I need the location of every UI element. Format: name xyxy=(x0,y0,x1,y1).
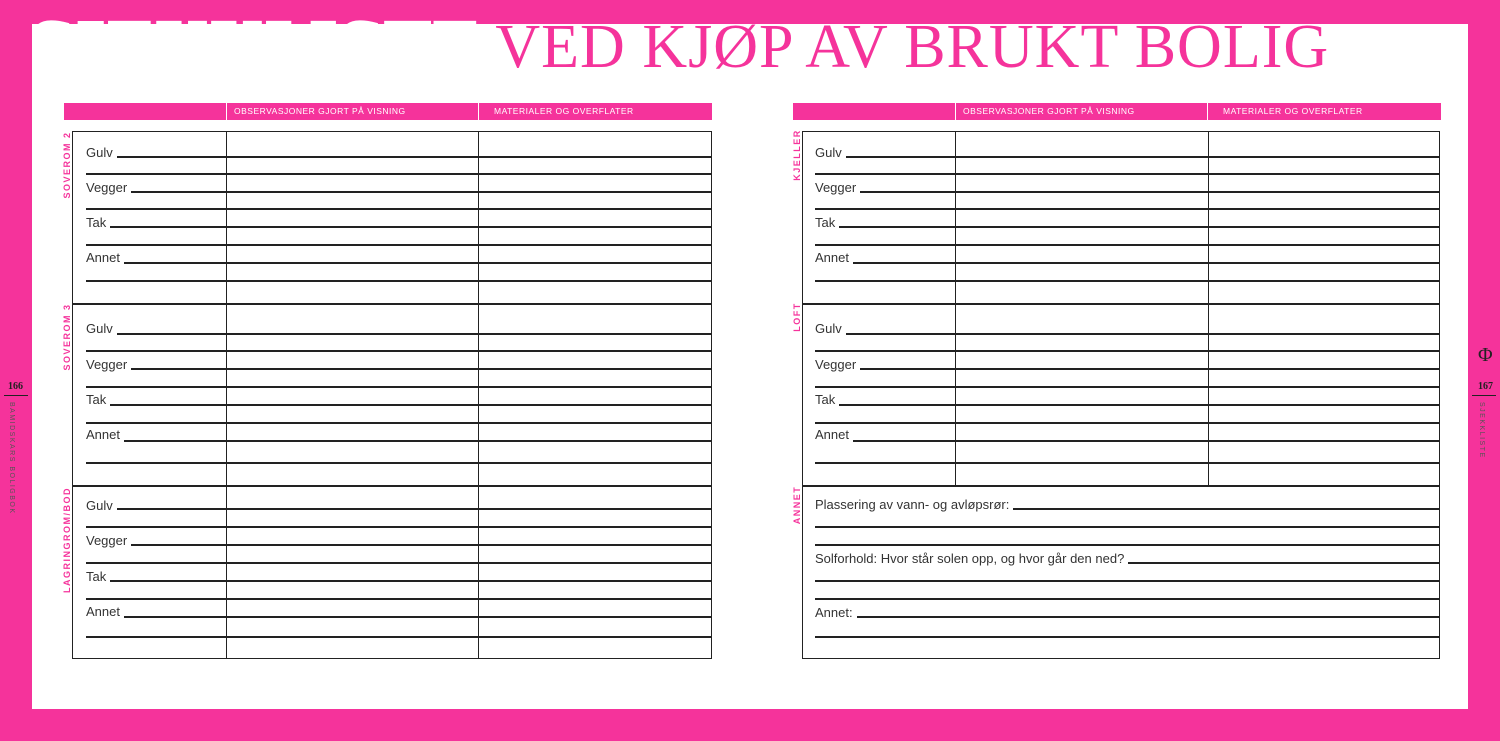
row-label: Vegger xyxy=(86,180,131,195)
writing-line xyxy=(86,208,712,210)
page-title xyxy=(30,9,1330,82)
writing-line xyxy=(86,580,712,582)
row-label: Annet xyxy=(86,427,124,442)
row-label: Vegger xyxy=(86,357,131,372)
left-header-observations: OBSERVASJONER GJORT PÅ VISNING xyxy=(234,106,406,116)
writing-line xyxy=(815,598,1440,600)
row-label: Gulv xyxy=(815,145,846,160)
writing-line xyxy=(86,440,712,442)
row-label-solforhold: Solforhold: Hvor står solen opp, og hvor går den ned? xyxy=(815,551,1128,566)
writing-line xyxy=(815,208,1440,210)
writing-line xyxy=(815,440,1440,442)
page-number-left: 166 xyxy=(8,381,23,392)
right-header-bar xyxy=(793,103,1441,120)
row-label: Tak xyxy=(86,569,110,584)
writing-line xyxy=(815,156,1440,158)
right-header-materials: MATERIALER OG OVERFLATER xyxy=(1223,106,1363,116)
section-label-loft: LOFT xyxy=(792,302,802,332)
writing-line xyxy=(86,244,712,246)
row-label: Vegger xyxy=(815,357,860,372)
row-label: Vegger xyxy=(815,180,860,195)
row-label: Gulv xyxy=(86,145,117,160)
row-label: Annet xyxy=(815,427,853,442)
left-header-materials: MATERIALER OG OVERFLATER xyxy=(494,106,634,116)
section-label-kjeller: KJELLER xyxy=(792,129,802,181)
row-label: Gulv xyxy=(86,498,117,513)
writing-line xyxy=(86,598,712,600)
row-label-annet: Annet: xyxy=(815,605,857,620)
row-label: Tak xyxy=(815,392,839,407)
writing-line xyxy=(815,191,1440,193)
section-label-soverom-2: SOVEROM 2 xyxy=(62,131,72,199)
writing-line xyxy=(815,404,1440,406)
writing-line xyxy=(815,262,1440,264)
title-bold: SJEKKLISTE xyxy=(30,9,480,82)
writing-line xyxy=(815,280,1440,282)
writing-line xyxy=(86,508,712,510)
row-label: Tak xyxy=(86,392,110,407)
row-label-plassering: Plassering av vann- og avløpsrør: xyxy=(815,497,1013,512)
section-label-lagringrom: LAGRINGROM/BOD xyxy=(62,487,72,593)
writing-line xyxy=(86,173,712,175)
writing-line xyxy=(86,350,712,352)
row-label: Annet xyxy=(86,250,124,265)
writing-line xyxy=(86,280,712,282)
section-label-soverom-3: SOVEROM 3 xyxy=(62,303,72,371)
row-label: Tak xyxy=(815,215,839,230)
writing-line xyxy=(86,636,712,638)
row-label: Annet xyxy=(86,604,124,619)
writing-line xyxy=(815,350,1440,352)
row-label: Annet xyxy=(815,250,853,265)
right-header-observations: OBSERVASJONER GJORT PÅ VISNING xyxy=(963,106,1135,116)
row-label: Gulv xyxy=(815,321,846,336)
writing-line xyxy=(815,580,1440,582)
writing-line xyxy=(86,616,712,618)
side-text-left: BAMIDSKARS BOLIGBOK xyxy=(8,402,15,515)
writing-line xyxy=(815,544,1440,546)
section-label-annet: ANNET xyxy=(792,485,802,525)
writing-line xyxy=(815,333,1440,335)
writing-line xyxy=(86,404,712,406)
writing-line xyxy=(815,226,1440,228)
writing-line xyxy=(86,333,712,335)
writing-line xyxy=(86,226,712,228)
writing-line xyxy=(815,386,1440,388)
row-label: Gulv xyxy=(86,321,117,336)
writing-line xyxy=(86,526,712,528)
writing-line xyxy=(815,173,1440,175)
writing-line xyxy=(815,526,1440,528)
left-header-bar xyxy=(64,103,712,120)
side-text-right: SJEKKLISTE xyxy=(1478,402,1485,459)
writing-line xyxy=(86,156,712,158)
writing-line xyxy=(815,636,1440,638)
writing-line xyxy=(815,244,1440,246)
writing-line xyxy=(815,462,1440,464)
writing-line xyxy=(86,191,712,193)
writing-line xyxy=(815,368,1440,370)
writing-line xyxy=(86,544,712,546)
writing-line xyxy=(86,422,712,424)
writing-line xyxy=(86,562,712,564)
row-label: Vegger xyxy=(86,533,131,548)
page-number-right: 167 xyxy=(1478,381,1493,392)
writing-line xyxy=(86,368,712,370)
writing-line xyxy=(86,262,712,264)
phi-icon: Φ xyxy=(1478,344,1493,366)
writing-line xyxy=(86,462,712,464)
writing-line xyxy=(815,422,1440,424)
row-label: Tak xyxy=(86,215,110,230)
writing-line xyxy=(815,616,1440,618)
title-rest: VED KJØP AV BRUKT BOLIG xyxy=(495,13,1330,81)
writing-line xyxy=(86,386,712,388)
